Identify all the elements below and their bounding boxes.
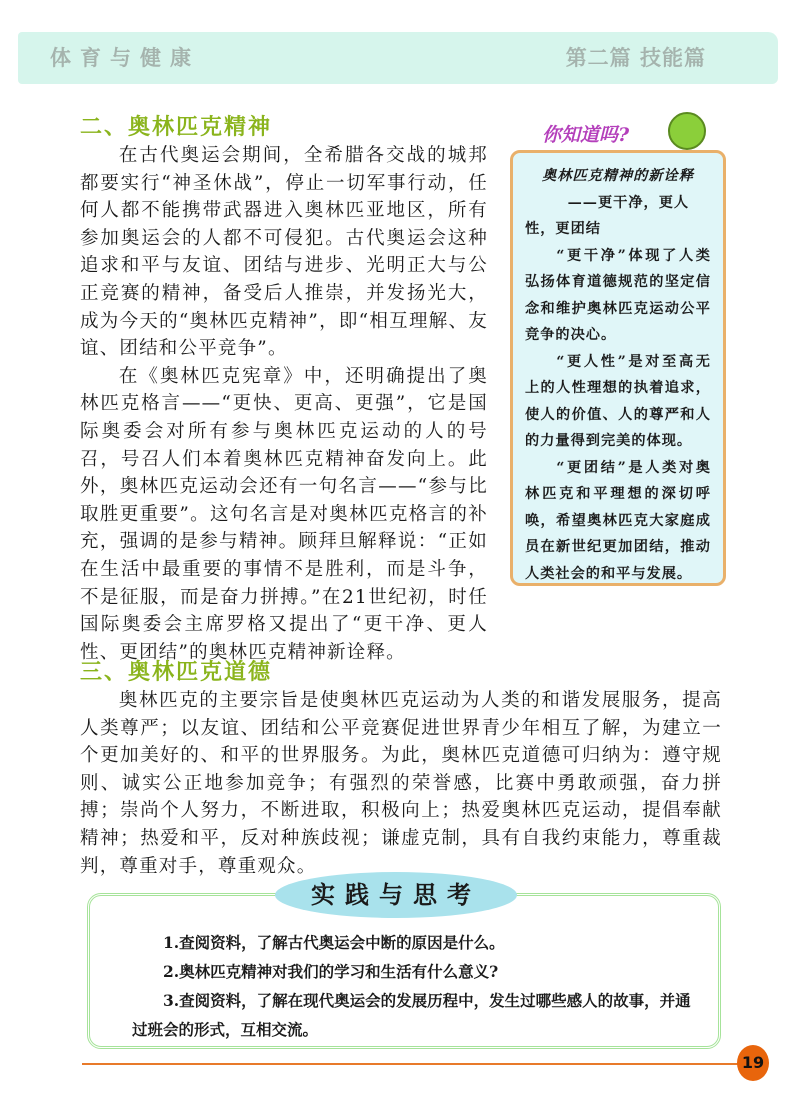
practice-list bbox=[132, 928, 692, 1044]
section3-body bbox=[80, 687, 722, 880]
sidebar-subtitle: ——更干净，更人性，更团结 bbox=[525, 194, 690, 237]
practice-title: 实践与思考 bbox=[275, 872, 517, 918]
did-you-know-box bbox=[510, 150, 726, 586]
book-title: 体育与健康 bbox=[50, 46, 200, 70]
practice-item: 1.查阅资料，了解古代奥运会中断的原因是什么。 bbox=[163, 933, 505, 952]
page-number: 19 bbox=[737, 1045, 769, 1081]
practice-item: 3.查阅资料，了解在现代奥运会的发展历程中，发生过哪些感人的故事，并通过班会的形式，互相交流。 bbox=[132, 991, 691, 1039]
paragraph: 在古代奥运会期间，全希腊各交战的城邦都要实行“神圣休战”，停止一切军事行动，任何人都不能携带武器进入奥林匹亚地区，所有参加奥运会的人都不可侵犯。古代奥运会这种追求和平与友谊、团结与进步、光明正大与公正竞赛的精神，备受后人推崇，并发扬光大，成为今天的“奥林匹克精神”，即“相互理解、友谊、团结和公平竞争”。 bbox=[80, 145, 488, 360]
footer-divider bbox=[82, 1063, 742, 1065]
section2-heading: 二、奥林匹克精神 bbox=[80, 115, 273, 140]
sidebar-paragraph: “更干净”体现了人类弘扬体育道德规范的坚定信念和维护奥林匹克运动公平竞争的决心。 bbox=[525, 247, 711, 343]
lettuce-mascot-icon bbox=[668, 112, 706, 150]
sidebar-paragraph: “更人性”是对至高无上的人性理想的执着追求，使人的价值、人的尊严和人的力量得到完美的体现。 bbox=[525, 353, 711, 449]
did-you-know-label: 你知道吗? bbox=[542, 124, 630, 146]
paragraph: 奥林匹克的主要宗旨是使奥林匹克运动为人类的和谐发展服务，提高人类尊严；以友谊、团结和公平竞赛促进世界青少年相互了解，为建立一个更加美好的、和平的世界服务。为此，奥林匹克道德可归纳为：遵守规则、诚实公正地参加竞争；有强烈的荣誉感，比赛中勇敢顽强，奋力拼搏；崇尚个人努力，不断进取，积极向上；热爱奥林匹克运动，提倡奉献精神；热爱和平，反对种族歧视；谦虚克制，具有自我约束能力，尊重裁判，尊重对手，尊重观众。 bbox=[80, 690, 722, 877]
section3-heading: 三、奥林匹克道德 bbox=[80, 660, 273, 685]
page-header bbox=[18, 32, 778, 84]
paragraph: 在《奥林匹克宪章》中，还明确提出了奥林匹克格言——“更快、更高、更强”，它是国际奥委会对所有参与奥林匹克运动的人的号召，号召人们本着奥林匹克精神奋发向上。此外，奥林匹克运动会还有一句名言——“参与比取胜更重要”。这句名言是对奥林匹克格言的补充，强调的是参与精神。顾拜旦解释说：“正如在生活中最重要的事情不是胜利，而是斗争，不是征服，而是奋力拼搏。”在21世纪初，时任国际奥委会主席罗格又提出了“更干净、更人性、更团结”的奥林匹克精神新诠释。 bbox=[80, 365, 488, 663]
sidebar-paragraph: “更团结”是人类对奥林匹克和平理想的深切呼唤，希望奥林匹克大家庭成员在新世纪更加团结，推动人类社会的和平与发展。 bbox=[525, 459, 711, 582]
section2-body bbox=[80, 142, 488, 666]
sidebar-title: 奥林匹克精神的新诠释 bbox=[542, 168, 694, 184]
part-title: 第二篇 技能篇 bbox=[565, 46, 706, 70]
practice-item: 2.奥林匹克精神对我们的学习和生活有什么意义? bbox=[163, 962, 499, 981]
